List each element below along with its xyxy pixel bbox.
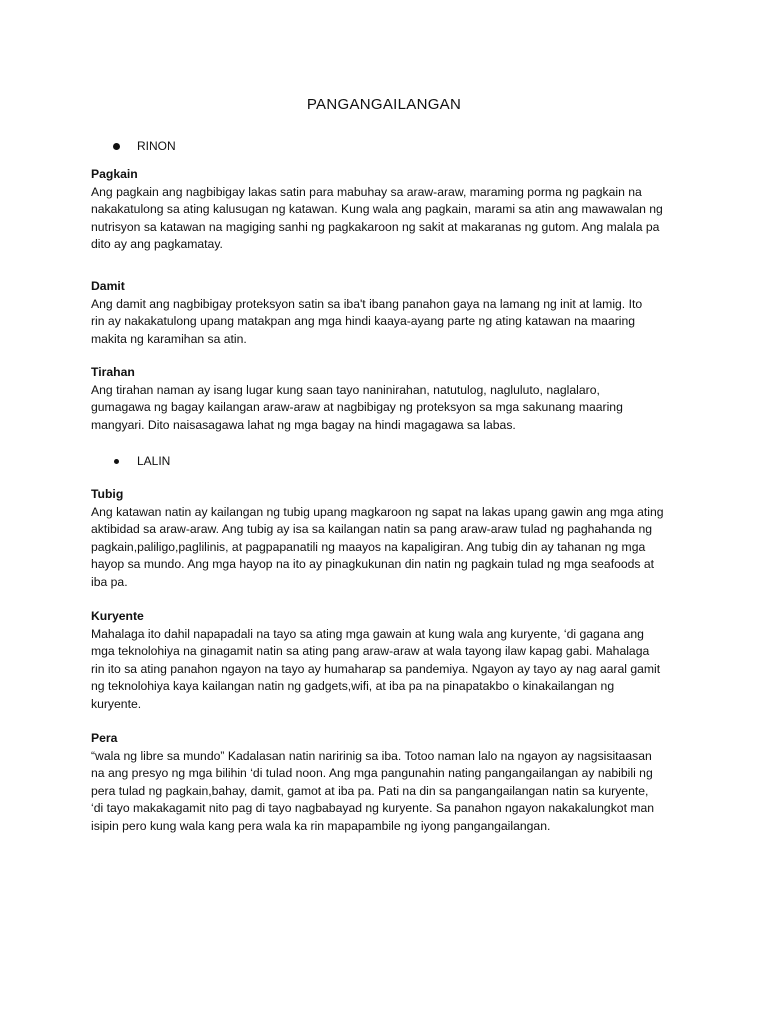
bullet-label: RINON	[137, 139, 176, 153]
section-heading: Kuryente	[91, 609, 144, 623]
paragraph-line: nutrisyon sa katawan na magiging sanhi ng pagkakaroon ng sakit at makaranas ng gutom. Ang malala pa	[91, 219, 660, 234]
paragraph-line: Ang tirahan naman ay isang lugar kung saan tayo naninirahan, natutulog, nagluluto, naglalaro,	[91, 382, 600, 397]
paragraph-line: ng teknolohiya kaya kailangan natin ng gadgets,wifi, at iba pa na pinapatakbo o kinakailangan ng	[91, 679, 615, 694]
paragraph-line: “wala ng libre sa mundo” Kadalasan natin naririnig sa iba. Totoo naman lalo na ngayon ay nagsisitaasan	[91, 748, 652, 763]
section-heading: Damit	[91, 279, 125, 293]
section-tubig	[91, 486, 681, 592]
section-heading: Pagkain	[91, 167, 138, 181]
section-heading: Tubig	[91, 487, 124, 501]
bullet-rinon	[112, 139, 176, 153]
paragraph-line: gumagawa ng bagay kailangan araw-araw at nagbibigay ng proteksyon sa mga sakunang maaring	[91, 400, 623, 415]
paragraph-line: pera tulad ng pagkain,bahay, damit, gamot at iba pa. Pati na din sa pangangailangan natin sa kuryente,	[91, 783, 649, 798]
paragraph-line: pagkain,paliligo,paglilinis, at pagpapanatili ng maayos na kapaligiran. Ang tubig din ay tahanan ng mga	[91, 539, 646, 554]
bullet-dot-icon	[113, 143, 120, 150]
page-title: PANGANGAILANGAN	[306, 96, 462, 113]
paragraph-line: aktibidad sa araw-araw. Ang tubig ay isa sa kailangan natin sa pang araw-araw tulad ng paghahanda ng	[91, 522, 653, 537]
paragraph-line: rin ay nakakatulong upang matakpan ang mga hindi kaaya-ayang parte ng ating katawan na maaring	[91, 314, 636, 329]
paragraph-line: kuryente.	[91, 696, 142, 711]
paragraph-line: rin ito sa ating panahon ngayon na tayo ay humaharap sa pandemiya. Ngayon ay tayo ay nag aaral gamit	[91, 661, 661, 676]
paragraph-line: mangyari. Dito naisasagawa lahat ng mga bagay na hindi magagawa sa labas.	[91, 417, 516, 432]
paragraph-line: mga teknolohiya na ginagamit natin sa ating pang araw-araw at wala tayong ilaw kapag gabi. Mahalaga	[91, 644, 650, 659]
paragraph-line: makita ng karamihan sa atin.	[91, 331, 247, 346]
section-heading: Tirahan	[91, 365, 135, 379]
section-heading: Pera	[91, 731, 118, 745]
paragraph-line: Ang pagkain ang nagbibigay lakas satin para mabuhay sa araw-araw, maraming porma ng pagkain na	[91, 184, 642, 199]
paragraph-line: na ang presyo ng mga bilihin ‘di tulad noon. Ang mga pangunahin nating pangangailangan ay nabibili ng	[91, 766, 653, 781]
section-tirahan	[91, 364, 681, 434]
paragraph-line: hayop sa mundo. Ang mga hayop na ito ay pinagkukunan din natin ng pagkain tulad ng mga seafoods at	[91, 557, 655, 572]
section-pera	[91, 730, 681, 836]
paragraph-line: isipin pero kung wala kang pera wala ka rin mapapambile ng iyong pangangailangan.	[91, 818, 551, 833]
section-damit	[91, 278, 681, 348]
paragraph-line: dito ay ang pagkamatay.	[91, 237, 223, 252]
paragraph-line: nakakatulong sa ating kalusugan ng katawan. Kung wala ang pagkain, marami sa atin ang mawawalan ng	[91, 202, 663, 217]
section-kuryente	[91, 608, 681, 714]
paragraph-line: iba pa.	[91, 574, 128, 589]
paragraph-line: Mahalaga ito dahil napapadali na tayo sa ating mga gawain at kung wala ang kuryente, ‘di gagana ang	[91, 626, 644, 641]
bullet-lalin	[112, 454, 170, 468]
section-pagkain	[91, 166, 681, 254]
bullet-dot-icon	[114, 459, 119, 464]
paragraph-line: Ang katawan natin ay kailangan ng tubig upang magkaroon ng sapat na lakas upang gawin ang mga ating	[91, 504, 664, 519]
paragraph-line: ‘di tayo makakagamit nito pag di tayo nagbabayad ng kuryente. Sa panahon ngayon nakakalungkot man	[91, 801, 655, 816]
paragraph-line: Ang damit ang nagbibigay proteksyon satin sa iba't ibang panahon gaya na lamang ng init at lamig. Ito	[91, 296, 643, 311]
bullet-label: LALIN	[137, 454, 171, 468]
